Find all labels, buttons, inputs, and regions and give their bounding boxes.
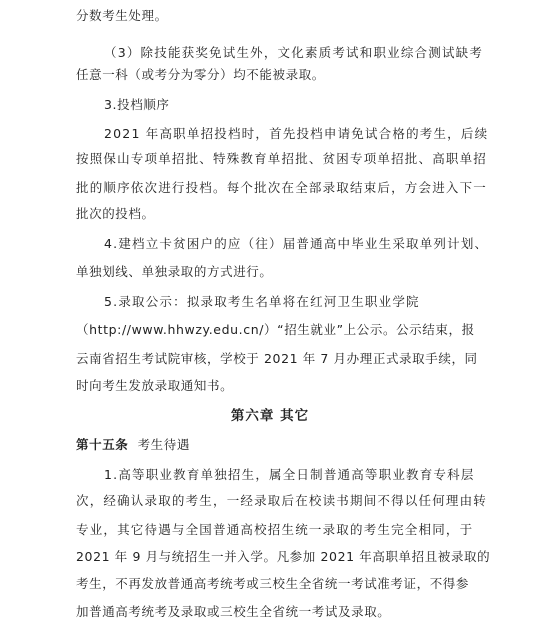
paragraph-line: 专业，其它待遇与全国普通高校招生统一录取的考生完全相同，于	[76, 522, 474, 537]
paragraph-line: 分数考生处理。	[76, 8, 168, 23]
article-heading	[76, 437, 190, 453]
paragraph-line: 5.录取公示：拟录取考生名单将在红河卫生职业学院	[104, 294, 420, 309]
paragraph-line: 单独划线、单独录取的方式进行。	[76, 264, 273, 279]
paragraph-line: 时向考生发放录取通知书。	[76, 378, 234, 393]
paragraph-line: 4.建档立卡贫困户的应（往）届普通高中毕业生采取单列计划、	[104, 236, 489, 251]
article-title: 考生待遇	[137, 437, 190, 452]
paragraph-line: 批的顺序依次进行投档。每个批次在全部录取结束后，方会进入下一	[76, 180, 488, 195]
paragraph-line: 2021 年高职单招投档时，首先投档申请免试合格的考生，后续	[104, 126, 489, 141]
paragraph-line: （http://www.hhwzy.edu.cn/）“招生就业”上公示。公示结束，报	[76, 322, 475, 337]
paragraph-line: 任意一科（或考分为零分）均不能被录取。	[76, 67, 325, 82]
paragraph-line: 次，经确认录取的考生，一经录取后在校读书期间不得以任何理由转	[76, 493, 488, 508]
paragraph-line: 批次的投档。	[76, 206, 155, 221]
paragraph-line: 1.高等职业教育单独招生，属全日制普通高等职业教育专科层	[104, 467, 475, 482]
paragraph-line: 按照保山专项单招批、特殊教育单招批、贫困专项单招批、高职单招	[76, 151, 488, 166]
paragraph-line: 云南省招生考试院审核，学校于 2021 年 7 月办理正式录取手续，同	[76, 351, 478, 366]
paragraph-line: （3）除技能获奖免试生外，文化素质考试和职业综合测试缺考	[104, 45, 484, 60]
item-heading: 3.投档顺序	[104, 97, 170, 112]
paragraph-line: 2021 年 9 月与统招生一并入学。凡参加 2021 年高职单招且被录取的	[76, 549, 491, 564]
paragraph-line: 考生，不再发放普通高考统考或三校生全省统一考试准考证，不得参	[76, 576, 470, 591]
chapter-title: 第六章 其它	[230, 408, 310, 424]
paragraph-line: 加普通高考统考及录取或三校生全省统一考试及录取。	[76, 604, 391, 619]
article-label: 第十五条	[76, 437, 129, 452]
